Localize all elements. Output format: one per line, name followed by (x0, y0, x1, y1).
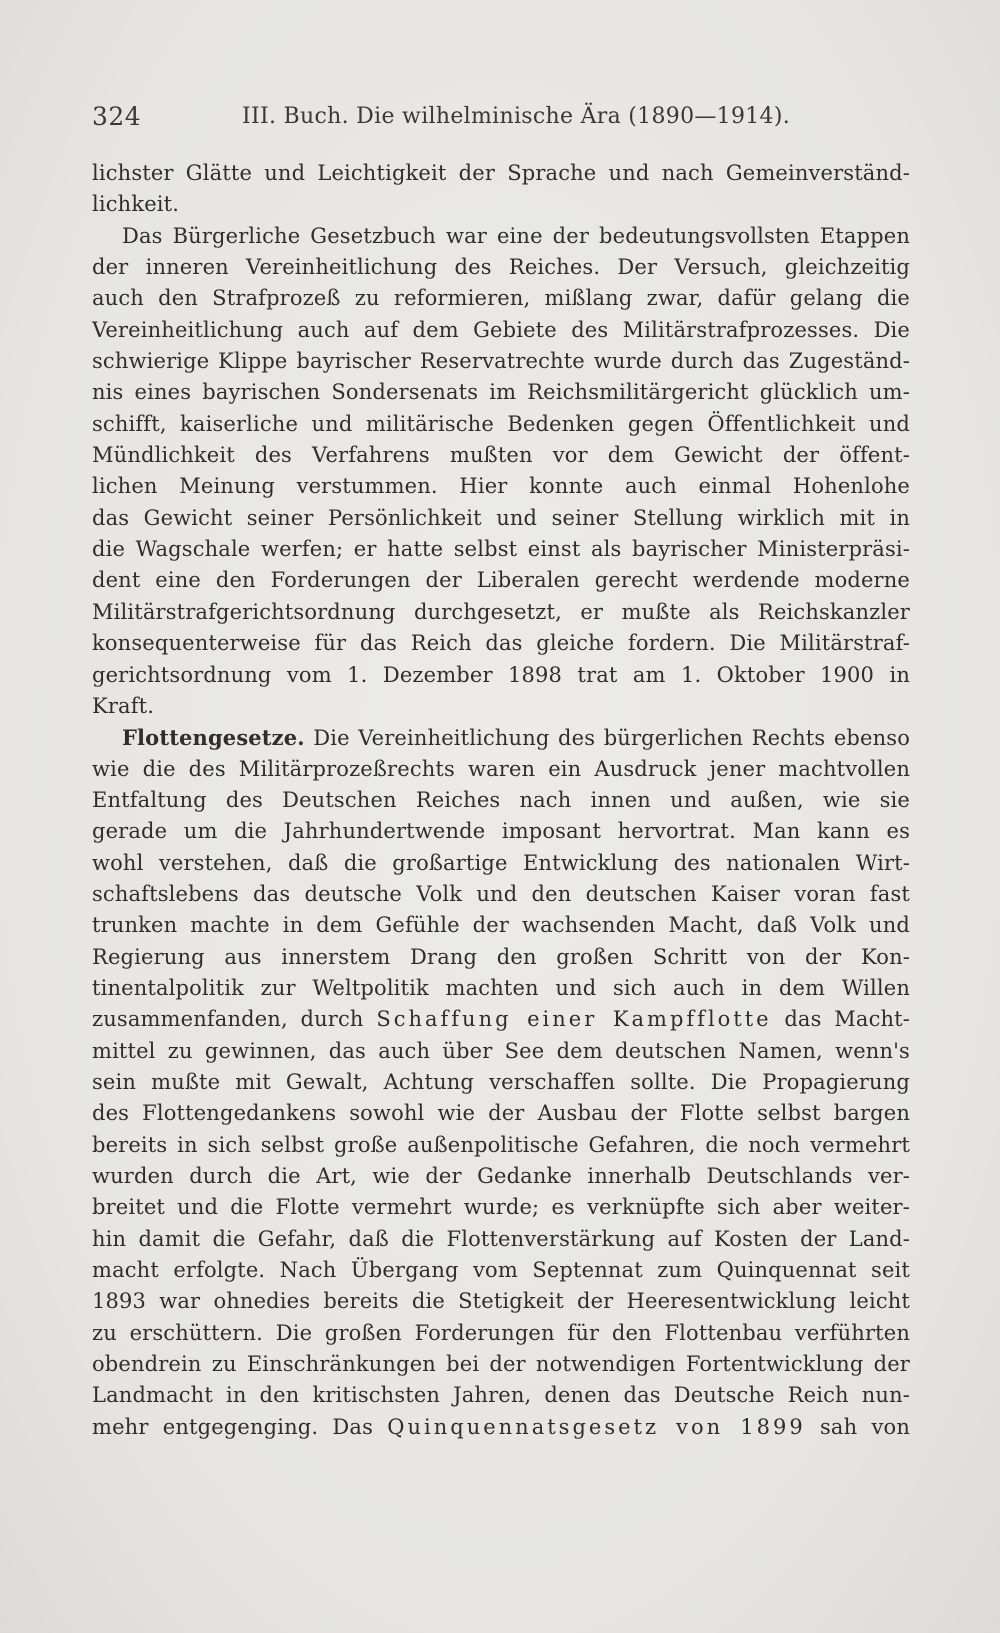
text-line: Regierung aus innerstem Drang den großen Schritt von der Kon- (92, 944, 910, 969)
emphasized-text: Quinquennatsgesetz von 1899 (387, 1414, 806, 1439)
page-number: 324 (92, 102, 142, 131)
page-header (92, 100, 912, 140)
text-line: des Flottengedankens sowohl wie der Ausbau der Flotte selbst bargen (92, 1101, 910, 1126)
text-line: nis eines bayrischen Sondersenats im Reichsmilitärgericht glücklich um- (92, 380, 910, 405)
text-line: lichster Glätte und Leichtigkeit der Sprache und nach Gemeinverständ- (92, 161, 910, 185)
text-line-emphasis (92, 1412, 910, 1443)
text-line: Kraft. (92, 693, 155, 718)
text-line: Mündlichkeit des Verfahrens mußten vor dem Gewicht der öffent- (92, 443, 910, 468)
text-line: Das Bürgerliche Gesetzbuch war eine der bedeutungsvollsten Etappen (122, 223, 910, 248)
text-line-with-side-heading (92, 722, 910, 753)
text-line: gerichtsordnung vom 1. Dezember 1898 trat am 1. Oktober 1900 in (92, 662, 910, 687)
text-line: schwierige Klippe bayrischer Reservatrechte wurde durch das Zugeständ- (92, 349, 910, 374)
text-line: tinentalpolitik zur Weltpolitik machten und sich auch in dem Willen (92, 975, 910, 1000)
text-span: zusammenfanden, durch (92, 1007, 377, 1032)
text-line: auch den Strafprozeß zu reformieren, mißlang zwar, dafür gelang die (92, 286, 910, 311)
emphasized-text: Schaffung einer Kampfflotte (376, 1007, 772, 1032)
side-heading: Flottengesetze. (122, 725, 305, 751)
text-line: konsequenterweise für das Reich das gleiche fordern. Die Militärstraf- (92, 631, 910, 656)
text-line: wurden durch die Art, wie der Gedanke innerhalb Deutschlands ver- (92, 1164, 910, 1188)
text-line: die Wagschale werfen; er hatte selbst einst als bayrischer Ministerpräsi- (92, 537, 910, 562)
text-span: mehr entgegenging. Das (92, 1414, 388, 1439)
text-line: obendrein zu Einschränkungen bei der notwendigen Fortentwicklung der (92, 1352, 910, 1377)
text-line: wohl verstehen, daß die großartige Entwicklung des nationalen Wirt- (92, 850, 910, 875)
text-line: lichkeit. (92, 192, 180, 217)
text-line: trunken machte in dem Gefühle der wachsenden Macht, daß Volk und (92, 913, 910, 938)
text-line: lichen Meinung verstummen. Hier konnte auch einmal Hohenlohe (92, 474, 910, 499)
text-line: das Gewicht seiner Persönlichkeit und seiner Stellung wirklich mit in (92, 505, 910, 530)
text-line: macht erfolgte. Nach Übergang vom Septennat zum Quinquennat seit (92, 1258, 910, 1283)
text-line: sein mußte mit Gewalt, Achtung verschaffen sollte. Die Propagierung (92, 1069, 910, 1094)
text-line: schifft, kaiserliche und militärische Bedenken gegen Öffentlichkeit und (92, 411, 910, 436)
text-line: hin damit die Gefahr, daß die Flottenverstärkung auf Kosten der Land- (92, 1226, 910, 1251)
text-line-emphasis (92, 1004, 910, 1035)
text-line: Entfaltung des Deutschen Reiches nach innen und außen, wie sie (92, 787, 910, 812)
heading-line-text: Die Vereinheitlichung des bürgerlichen Rechts ebenso (304, 726, 910, 751)
text-line: Vereinheitlichung auch auf dem Gebiete des Militärstrafprozesses. Die (92, 317, 910, 342)
text-line: wie die des Militärprozeßrechts waren ein Ausdruck jener machtvollen (92, 756, 910, 781)
body-text (92, 158, 910, 1443)
text-line: Landmacht in den kritischsten Jahren, denen das Deutsche Reich nun- (92, 1383, 910, 1408)
text-line: mittel zu gewinnen, das auch über See dem deutschen Namen, wenn's (92, 1038, 910, 1063)
text-line: der inneren Vereinheitlichung des Reiches. Der Versuch, gleichzeitig (92, 255, 910, 280)
text-span: sah von (805, 1414, 910, 1439)
text-line: breitet und die Flotte vermehrt wurde; es verknüpfte sich aber weiter- (92, 1195, 910, 1220)
text-line: schaftslebens das deutsche Volk und den deutschen Kaiser voran fast (92, 881, 910, 906)
text-line: dent eine den Forderungen der Liberalen gerecht werdende moderne (92, 568, 910, 593)
text-line: Militärstrafgerichtsordnung durchgesetzt, er mußte als Reichskanzler (92, 599, 910, 624)
text-line: bereits in sich selbst große außenpolitische Gefahren, die noch vermehrt (92, 1132, 910, 1157)
running-head: III. Buch. Die wilhelminische Ära (1890—1914). (242, 104, 791, 129)
text-line: zu erschüttern. Die großen Forderungen für den Flottenbau verführten (92, 1320, 910, 1345)
text-line: 1893 war ohnedies bereits die Stetigkeit der Heeresentwicklung leicht (92, 1289, 910, 1314)
text-span: das Macht- (771, 1007, 910, 1032)
text-line: gerade um die Jahrhundertwende imposant hervortrat. Man kann es (92, 819, 910, 844)
